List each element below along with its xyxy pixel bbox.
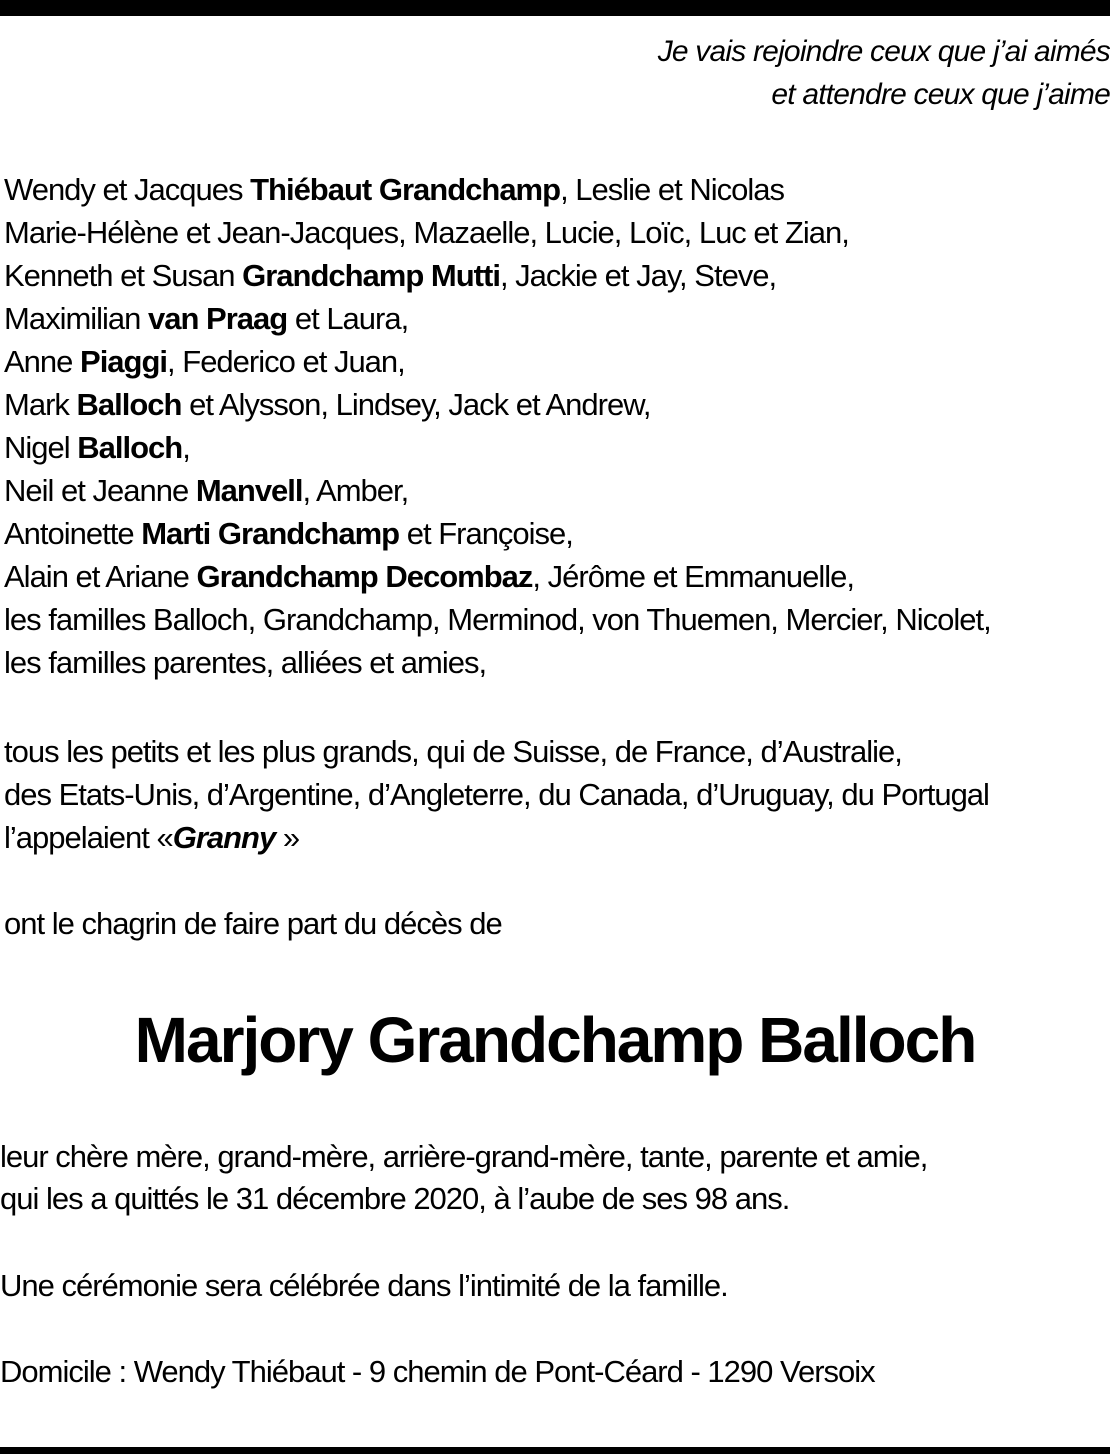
family-line: Kenneth et Susan Grandchamp Mutti, Jackie et Jay, Steve, <box>4 258 777 293</box>
quote-line-2: et attendre ceux que j’aime <box>771 78 1110 111</box>
relation-text <box>0 1136 1110 1220</box>
family-line: Mark Balloch et Alysson, Lindsey, Jack et Andrew, <box>4 387 651 422</box>
epigraph-quote <box>410 30 1110 116</box>
countries-line-1: tous les petits et les plus grands, qui de Suisse, de France, d’Australie, <box>4 734 902 769</box>
quote-line-1: Je vais rejoindre ceux que j’ai aimés <box>657 35 1110 68</box>
family-line: les familles Balloch, Grandchamp, Merminod, von Thuemen, Mercier, Nicolet, <box>4 602 991 637</box>
relation-line-2: qui les a quittés le 31 décembre 2020, à l’aube de ses 98 ans. <box>0 1181 790 1216</box>
family-line: Alain et Ariane Grandchamp Decombaz, Jérôme et Emmanuelle, <box>4 559 854 594</box>
relation-line-1: leur chère mère, grand-mère, arrière-grand-mère, tante, parente et amie, <box>0 1139 928 1174</box>
family-surname: Balloch <box>76 387 182 422</box>
family-surname: Piaggi <box>80 344 168 379</box>
family-surname: Balloch <box>77 430 183 465</box>
family-line: Maximilian van Praag et Laura, <box>4 301 409 336</box>
bottom-border-rule <box>0 1447 1110 1454</box>
family-surname: Grandchamp Mutti <box>242 258 500 293</box>
family-surname: Thiébaut Grandchamp <box>250 172 561 207</box>
family-surname: Marti Grandchamp <box>141 516 400 551</box>
family-line: Anne Piaggi, Federico et Juan, <box>4 344 405 379</box>
family-list <box>4 168 1110 684</box>
domicile-address: Domicile : Wendy Thiébaut - 9 chemin de Pont-Céard - 1290 Versoix <box>0 1354 875 1389</box>
grandchildren-countries <box>4 730 1110 859</box>
countries-line-2: des Etats-Unis, d’Argentine, d’Angleterre, du Canada, d’Uruguay, du Portugal <box>4 777 989 812</box>
family-line: Nigel Balloch, <box>4 430 190 465</box>
countries-line-3: l’appelaient «Granny » <box>4 820 300 855</box>
family-line: les familles parentes, alliées et amies, <box>4 645 487 680</box>
top-border-rule <box>0 0 1110 16</box>
nickname: Granny <box>172 820 276 855</box>
family-line: Marie-Hélène et Jean-Jacques, Mazaelle, Lucie, Loïc, Luc et Zian, <box>4 215 849 250</box>
family-line: Wendy et Jacques Thiébaut Grandchamp, Leslie et Nicolas <box>4 172 785 207</box>
family-surname: van Praag <box>148 301 288 336</box>
family-surname: Manvell <box>195 473 303 508</box>
announcement-text: ont le chagrin de faire part du décès de <box>4 906 502 941</box>
family-surname: Grandchamp Decombaz <box>196 559 533 594</box>
family-line: Neil et Jeanne Manvell, Amber, <box>4 473 409 508</box>
deceased-name: Marjory Grandchamp Balloch <box>134 1004 976 1076</box>
family-line: Antoinette Marti Grandchamp et Françoise, <box>4 516 573 551</box>
ceremony-text: Une cérémonie sera célébrée dans l’intimité de la famille. <box>0 1268 728 1303</box>
